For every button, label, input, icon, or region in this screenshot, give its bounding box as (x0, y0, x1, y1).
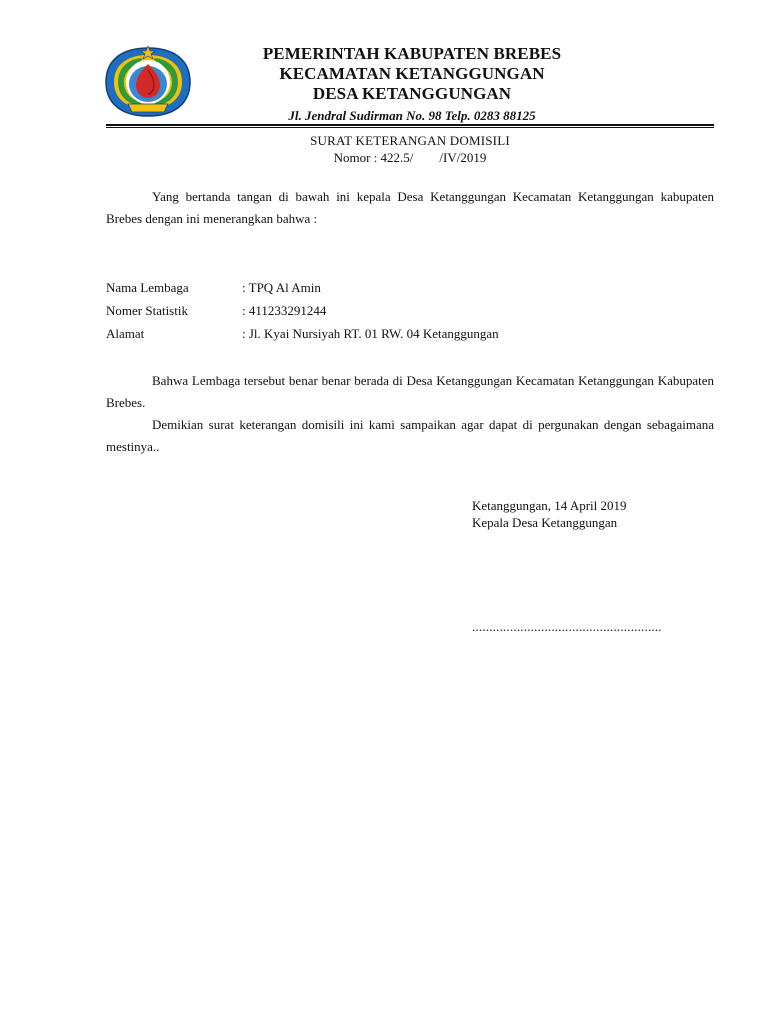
letterhead-village: DESA KETANGGUNGAN (312, 84, 512, 103)
letterhead-divider-thick (106, 124, 714, 126)
statement-text: Bahwa Lembaga tersebut benar benar berada di Desa Ketanggungan Kecamatan Ketanggungan Kabupaten Brebes. (106, 373, 714, 410)
detail-label: Alamat (106, 326, 145, 341)
detail-value: : TPQ Al Amin (242, 280, 321, 295)
signature-line: ....................................................... (472, 619, 662, 634)
place-date: Ketanggungan, 14 April 2019 (472, 498, 627, 513)
opening-paragraph (106, 186, 714, 230)
letter-number-prefix: Nomor : 422.5/ (333, 150, 414, 165)
detail-label: Nomer Statistik (106, 303, 188, 318)
statement-paragraph (106, 370, 714, 414)
detail-value: : 411233291244 (242, 303, 327, 318)
letter-title: SURAT KETERANGAN DOMISILI (310, 133, 510, 148)
letterhead-government: PEMERINTAH KABUPATEN BREBES (262, 44, 562, 63)
opening-text: Yang bertanda tangan di bawah ini kepala Desa Ketanggungan Kecamatan Ketanggungan kabupaten Brebes dengan ini menerangkan bahwa : (106, 189, 714, 226)
brebes-emblem-icon (102, 44, 194, 120)
letterhead-divider-thin (106, 127, 714, 128)
closing-text: Demikian surat keterangan domisili ini kami sampaikan agar dapat di pergunakan dengan sebagaimana mestinya.. (106, 417, 714, 454)
signer-title: Kepala Desa Ketanggungan (472, 515, 618, 530)
detail-value: : Jl. Kyai Nursiyah RT. 01 RW. 04 Ketanggungan (242, 326, 499, 341)
letter-number-suffix: /IV/2019 (439, 150, 487, 165)
detail-label: Nama Lembaga (106, 280, 189, 295)
letterhead-district: KECAMATAN KETANGGUNGAN (279, 64, 545, 83)
letter-number (106, 150, 714, 166)
letterhead (200, 44, 624, 124)
letterhead-address: Jl. Jendral Sudirman No. 98 Telp. 0283 88125 (288, 108, 536, 123)
closing-paragraph (106, 414, 714, 458)
